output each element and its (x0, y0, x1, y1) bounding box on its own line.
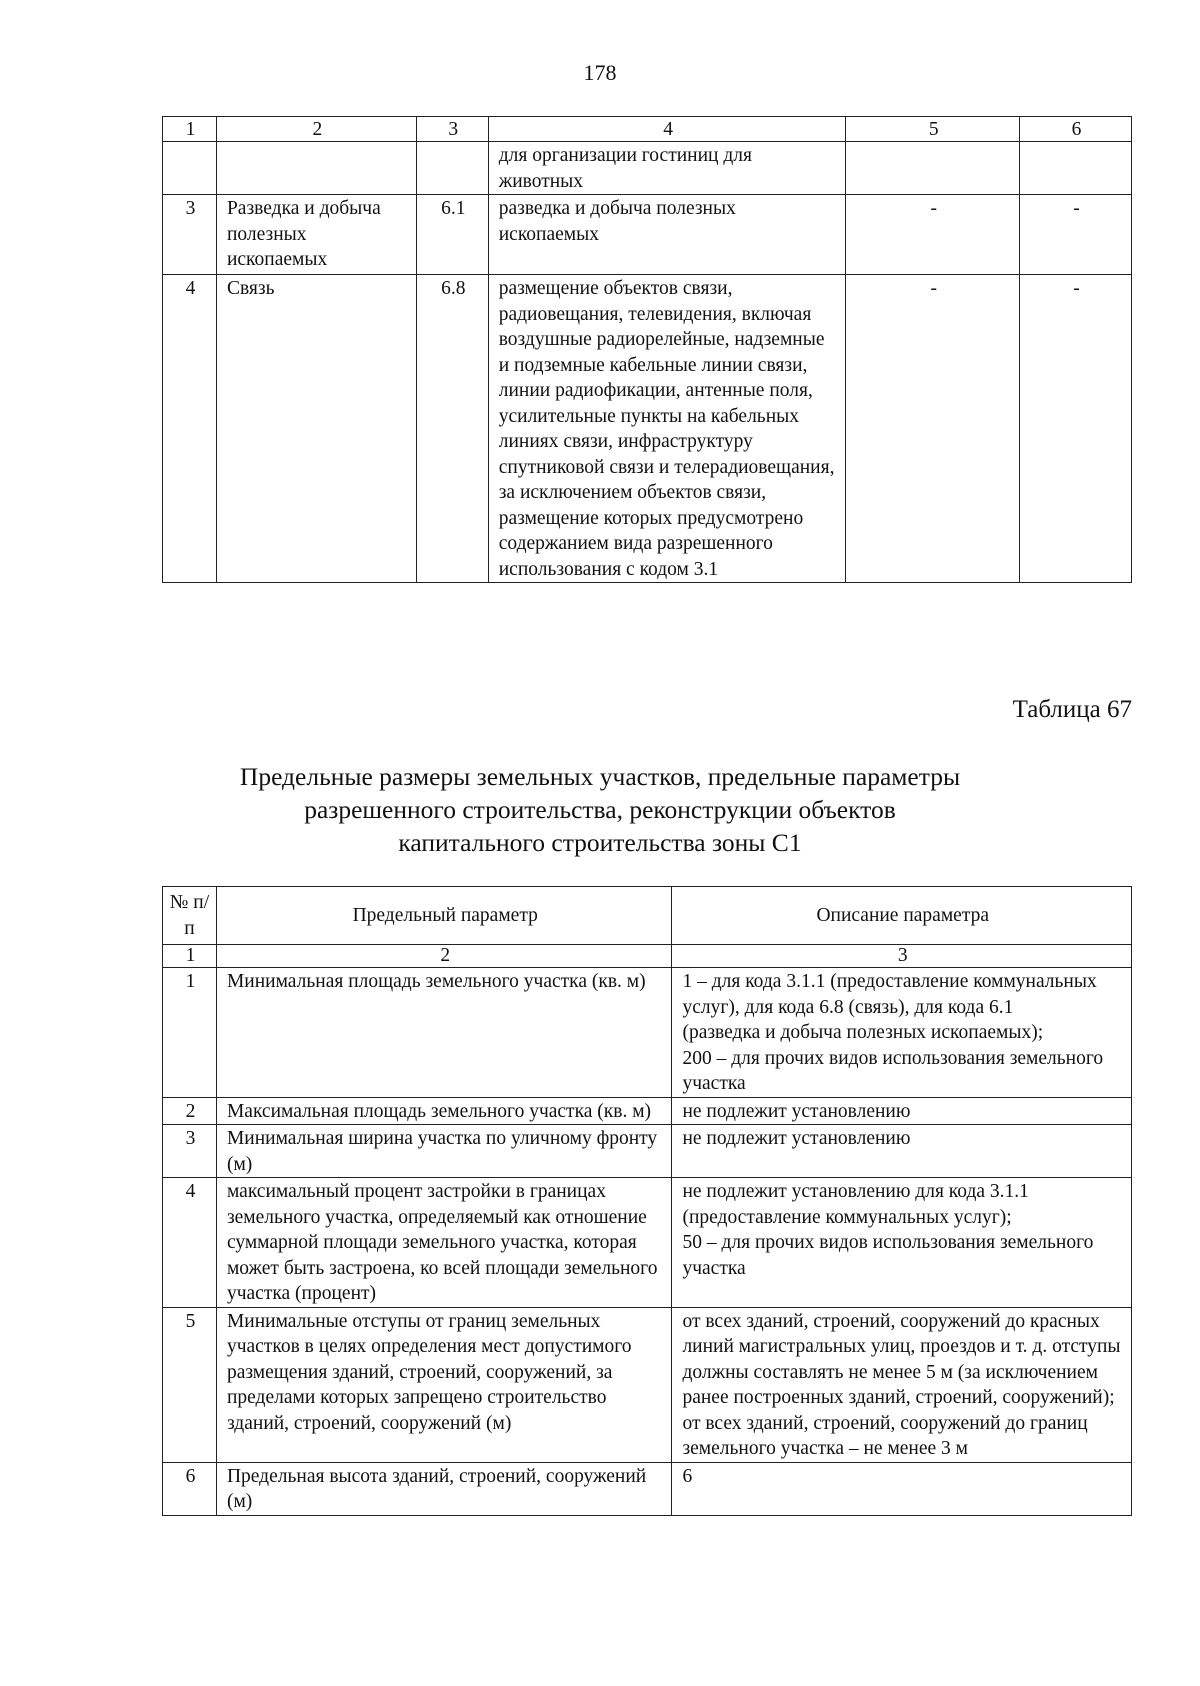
parameter-name: Минимальная ширина участка по уличному фронту (м) (216, 1125, 672, 1178)
header-cell-parameter: Предельный параметр (216, 887, 672, 945)
description-line: 6 (682, 1465, 693, 1487)
cell-col5 (846, 142, 1020, 195)
column-number-row (163, 117, 1132, 142)
parameter-name: максимальный процент застройки в границах земельного участка, определяемый как отношение суммарной площади земельного участка, которая может быть застроена, ко всей площади земельного участка (процент) (216, 1178, 672, 1308)
row-number: 4 (163, 1178, 217, 1308)
column-number: 1 (163, 945, 217, 968)
table-row (163, 1307, 1132, 1462)
use-type-name: Связь (216, 275, 416, 583)
description-line: не подлежит установлению (682, 1128, 911, 1149)
use-description: размещение объектов связи, радиовещания, телевидения, включая воздушные радиорелейные, надземные и подземные кабельные линии связи, линии радиофикации, антенные поля, усилительные пункты на кабельных линиях связи, инфраструктуру спутниковой связи и телерадиовещания, за исключением объектов связи, размещение которых предусмотрено содержанием вида разрешенного использования с кодом 3.1 (488, 275, 846, 583)
table-row (163, 1178, 1132, 1308)
cell-col5: - (846, 195, 1020, 275)
parameters-table (162, 886, 1132, 1516)
header-cell: 1 (163, 117, 217, 142)
column-number-row (163, 945, 1132, 968)
description-line: не подлежит установлению (682, 1100, 911, 1122)
header-cell: 4 (488, 117, 846, 142)
description-line: от всех зданий, строений, сооружений до границ земельного участка – не менее 3 м (682, 1412, 1088, 1459)
cell-col6 (1020, 142, 1132, 195)
description-line: (разведка и добыча полезных ископаемых); (682, 1022, 1044, 1043)
header-cell: 5 (846, 117, 1020, 142)
description-line: 1 – для кода 3.1.1 (предоставление коммунальных услуг), для кода 6.8 (связь), для кода 6.1 (682, 971, 1097, 1018)
use-type-name (216, 142, 416, 195)
parameter-description (672, 1462, 1132, 1515)
row-number: 2 (163, 1097, 217, 1125)
cell-col5: - (846, 275, 1020, 583)
title-line: Предельные размеры земельных участков, предельные параметры (239, 762, 961, 791)
row-number: 4 (163, 275, 217, 583)
column-number: 3 (672, 945, 1132, 968)
use-code (416, 142, 488, 195)
description-line: 200 – для прочих видов использования земельного участка (682, 1047, 1104, 1094)
header-cell-number: № п/п (163, 887, 217, 945)
cell-col6: - (1020, 275, 1132, 583)
table-row (163, 968, 1132, 1098)
table-row (163, 1462, 1132, 1515)
title-line: капитального строительства зоны С1 (398, 828, 802, 857)
land-use-table-continuation (162, 116, 1132, 583)
row-number: 3 (163, 195, 217, 275)
parameter-description (672, 1178, 1132, 1308)
row-number: 3 (163, 1125, 217, 1178)
parameter-description (672, 968, 1132, 1098)
use-code: 6.1 (416, 195, 488, 275)
parameter-name: Максимальная площадь земельного участка (кв. м) (216, 1097, 672, 1125)
description-line: от всех зданий, строений, сооружений до красных линий магистральных улиц, проездов и т. д. отступы должны составлять не менее 5 м (за исключением ранее построенных зданий, строений, сооружений); (682, 1310, 1121, 1408)
table-title (120, 760, 1080, 859)
header-row (163, 887, 1132, 945)
row-number: 1 (163, 968, 217, 1098)
parameter-name: Минимальная площадь земельного участка (кв. м) (216, 968, 672, 1098)
column-number: 2 (216, 945, 672, 968)
description-line: не подлежит установлению для кода 3.1.1 (предоставление коммунальных услуг); (682, 1181, 1029, 1228)
parameter-name: Минимальные отступы от границ земельных участков в целях определения мест допустимого размещения зданий, строений, сооружений, за пределами которых запрещено строительство зданий, строений, сооружений (м) (216, 1307, 672, 1462)
use-code: 6.8 (416, 275, 488, 583)
title-line: разрешенного строительства, реконструкции объектов (304, 795, 896, 824)
page-number: 178 (583, 60, 617, 85)
use-description: разведка и добыча полезных ископаемых (488, 195, 846, 275)
header-cell: 6 (1020, 117, 1132, 142)
table-row (163, 1125, 1132, 1178)
row-number: 5 (163, 1307, 217, 1462)
table-row (163, 275, 1132, 583)
header-cell: 2 (216, 117, 416, 142)
table-row (163, 195, 1132, 275)
header-cell: 3 (416, 117, 488, 142)
table-row (163, 1097, 1132, 1125)
cell-col6: - (1020, 195, 1132, 275)
row-number: 6 (163, 1462, 217, 1515)
use-description: для организации гостиниц для животных (488, 142, 846, 195)
row-number (163, 142, 217, 195)
table-label: Таблица 67 (1012, 696, 1132, 723)
parameter-name: Предельная высота зданий, строений, сооружений (м) (216, 1462, 672, 1515)
parameter-description (672, 1125, 1132, 1178)
table-row (163, 142, 1132, 195)
description-line: 50 – для прочих видов использования земельного участка (682, 1232, 1094, 1279)
use-type-name: Разведка и добыча полезных ископаемых (216, 195, 416, 275)
parameter-description (672, 1097, 1132, 1125)
parameter-description (672, 1307, 1132, 1462)
header-cell-description: Описание параметра (672, 887, 1132, 945)
